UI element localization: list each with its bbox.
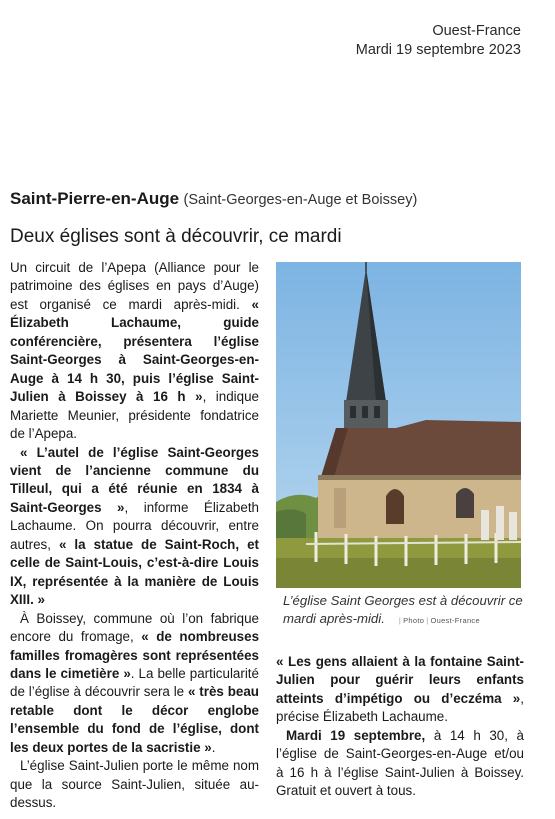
quote: « très beau retable dont le décor englobe l’ensemble du fond de l’église, dont les deux portes de la sacristie »	[10, 684, 259, 755]
text-run: , indique Mariette Meunier, présidente fondatrice de l’Apepa.	[10, 389, 259, 442]
source-block	[356, 22, 521, 60]
section-place: Saint-Pierre-en-Auge	[10, 189, 180, 208]
text-run: Un circuit de l’Apepa (Alliance pour le patrimoine des églises en pays d’Auge) est organisé ce mardi après-midi.	[10, 260, 259, 312]
article-headline: Deux églises sont à découvrir, ce mardi	[10, 226, 342, 247]
text-run: À Boissey, commune où l’on fabrique encore du fromage,	[10, 610, 259, 645]
church-photo	[276, 262, 521, 588]
text-run: à 14 h 30, à l’église de Saint-Georges-en-Auge et/ou à 16 h à l’église Saint-Julien à Boissey. Gratuit et ouvert à tous.	[276, 727, 525, 799]
article-column-right	[276, 653, 524, 801]
church-illustration	[276, 262, 521, 588]
schedule-date: Mardi 19 septembre,	[286, 727, 426, 743]
paragraph-schedule	[276, 727, 524, 801]
quote: « Les gens allaient à la fontaine Saint-Julien pour guérir leurs enfants atteints d’impétigo ou d’eczéma »	[276, 654, 524, 706]
photo-credit	[397, 616, 480, 625]
paragraph-boissey	[10, 610, 259, 758]
credit-divider: |	[398, 616, 402, 625]
quote: « Élizabeth Lachaume, guide conférencière, présentera l’église Saint-Georges à Saint-Georges-en-Auge à 14 h 30, puis l’église Saint-Julien à Boissey à 16 h »	[10, 296, 259, 405]
photo-credit-source: Ouest-France	[430, 616, 480, 625]
section-header	[10, 189, 417, 209]
credit-divider: |	[426, 616, 429, 625]
paragraph-intro	[10, 259, 259, 444]
text-run: . La belle particularité de l’église à découvrir sera le	[10, 665, 259, 700]
photo-caption: L’église Saint Georges est à découvrir ce mardi après-midi.	[283, 593, 523, 626]
article-column-left	[10, 259, 259, 813]
quote: « de nombreuses familles fromagères sont représentées dans le cimetière »	[10, 629, 260, 681]
section-communes: (Saint-Georges-en-Auge et Boissey)	[183, 192, 418, 208]
text-run: , précise Élizabeth Lachaume.	[276, 690, 524, 725]
publication-date: Mardi 19 septembre 2023	[355, 42, 521, 58]
text-run: , informe Élizabeth Lachaume. On pourra découvrir, entre autres,	[10, 499, 259, 552]
publication-name: Ouest-France	[432, 23, 521, 39]
text-run: L’église Saint-Julien porte le même nom que la source Saint-Julien, située au-dessus.	[10, 758, 259, 811]
quote: « la statue de Saint-Roch, et celle de Saint-Louis, c’est-à-dire Louis IX, représentée à la manière de Louis XIII. »	[10, 536, 259, 608]
text-run: .	[211, 739, 216, 755]
paragraph-saint-julien	[10, 757, 259, 812]
paragraph-continuation	[276, 653, 524, 727]
photo-credit-label: Photo	[403, 616, 425, 625]
paragraph-autel	[10, 444, 259, 610]
quote: « L’autel de l’église Saint-Georges vient de l’ancienne commune du Tilleul, qui a été réunie en 1834 à Saint-Georges »	[10, 444, 259, 515]
photo-caption-block	[283, 592, 523, 630]
